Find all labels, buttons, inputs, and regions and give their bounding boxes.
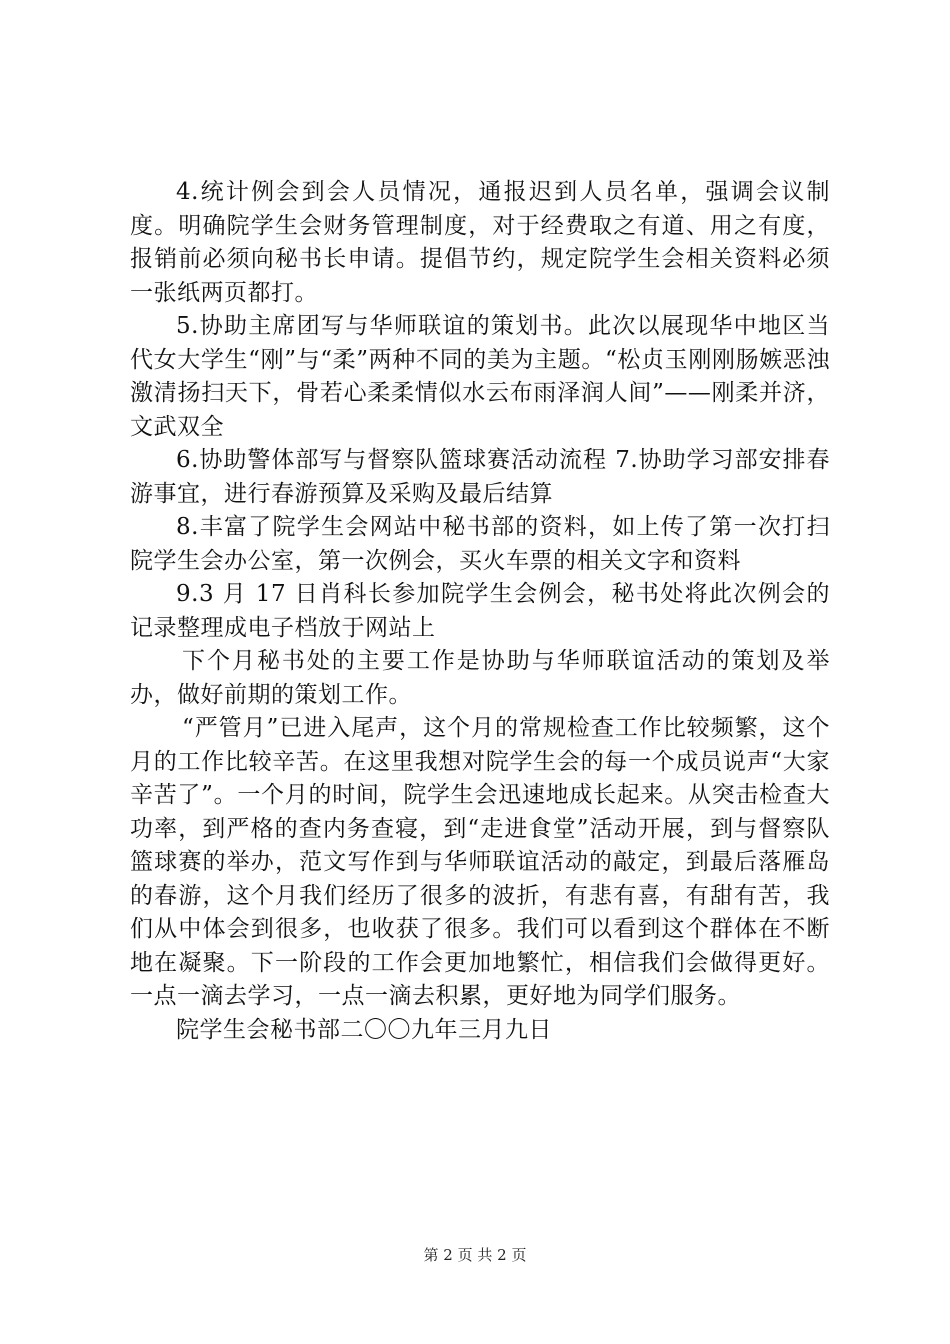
paragraph-next-month: 下个月秘书处的主要工作是协助与华师联谊活动的策划及举办，做好前期的策划工作。 — [130, 648, 830, 708]
page-number-footer: 第 2 页 共 2 页 — [423, 1246, 527, 1264]
paragraph-item-5: 5.协助主席团写与华师联谊的策划书。此次以展现华中地区当代女大学生“刚”与“柔”两种不同的美为主题。“松贞玉刚刚肠嫉恶浊激清扬扫天下，骨若心柔柔情似水云布雨泽润人间”——刚柔并济，文武双全 — [130, 313, 830, 440]
document-body — [130, 176, 830, 1047]
paragraph-item-9: 9.3 月 17 日肖科长参加院学生会例会，秘书处将此次例会的记录整理成电子档放于网站上 — [130, 581, 830, 641]
paragraph-summary: “严管月”已进入尾声，这个月的常规检查工作比较频繁，这个月的工作比较辛苦。在这里我想对院学生会的每一个成员说声“大家辛苦了”。一个月的时间，院学生会迅速地成长起来。从突击检查大功率，到严格的查内务查寝，到“走进食堂”活动开展，到与督察队篮球赛的举办，范文写作到与华师联谊活动的敲定，到最后落雁岛的春游，这个月我们经历了很多的波折，有悲有喜，有甜有苦，我们从中体会到很多，也收获了很多。我们可以看到这个群体在不断地在凝聚。下一阶段的工作会更加地繁忙，相信我们会做得更好。一点一滴去学习，一点一滴去积累，更好地为同学们服务。 — [130, 715, 830, 1009]
paragraph-item-4: 4.统计例会到会人员情况，通报迟到人员名单，强调会议制度。明确院学生会财务管理制度，对于经费取之有道、用之有度，报销前必须向秘书长申请。提倡节约，规定院学生会相关资料必须一张纸两页都打。 — [130, 179, 830, 306]
paragraph-item-6-7: 6.协助警体部写与督察队篮球赛活动流程 7.协助学习部安排春游事宜，进行春游预算及采购及最后结算 — [130, 447, 830, 507]
paragraph-item-8: 8.丰富了院学生会网站中秘书部的资料，如上传了第一次打扫院学生会办公室，第一次例会，买火车票的相关文字和资料 — [130, 514, 830, 574]
signature-line: 院学生会秘书部二〇〇九年三月九日 — [176, 1016, 552, 1043]
